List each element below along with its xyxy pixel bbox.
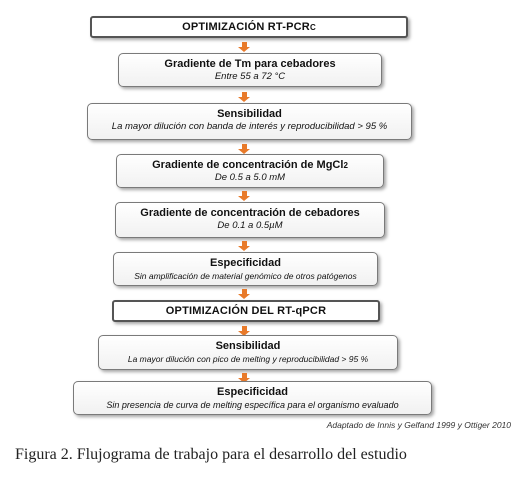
header-1-suffix: C (309, 22, 316, 32)
step-subtitle: De 0.5 a 5.0 mM (214, 172, 286, 183)
header-optimizacion-rt-pcr (90, 16, 408, 38)
step-title: Gradiente de concentración de cebadores (140, 207, 360, 219)
header-1-label: OPTIMIZACIÓN RT-PCR (182, 21, 310, 33)
step-gradiente-mgcl2 (116, 154, 384, 188)
step-subtitle: Sin presencia de curva de melting específica para el organismo evaluado (106, 400, 399, 410)
step-title: Especificidad (210, 257, 281, 269)
step-title: Sensibilidad (217, 108, 282, 120)
figure-caption: Figura 2. Flujograma de trabajo para el desarrollo del estudio (15, 446, 407, 463)
step-title-text: Gradiente de concentración de MgCl (152, 159, 344, 171)
step-title (117, 159, 383, 172)
step-subtitle: Entre 55 a 72 °C (214, 71, 286, 82)
header-2-label: OPTIMIZACIÓN DEL RT-qPCR (165, 305, 327, 317)
step-title-subscript: 2 (343, 161, 348, 170)
step-especificidad-qpcr (73, 381, 432, 415)
step-subtitle: Sin amplificación de material genómico de otros patógenos (134, 271, 357, 281)
step-sensibilidad (87, 103, 412, 140)
step-subtitle: La mayor dilución con banda de interés y reproducibilidad > 95 % (111, 121, 388, 132)
step-title: Especificidad (217, 386, 288, 398)
step-sensibilidad-qpcr (98, 335, 398, 370)
step-especificidad (113, 252, 378, 286)
source-citation: Adaptado de Innis y Gelfand 1999 y Ottiger 2010 (326, 420, 511, 430)
step-gradiente-cebadores (115, 202, 385, 238)
step-gradiente-tm (118, 53, 382, 87)
step-subtitle: De 0.1 a 0.5µM (217, 220, 283, 231)
step-title: Gradiente de Tm para cebadores (164, 58, 336, 70)
step-subtitle: La mayor dilución con pico de melting y reproducibilidad > 95 % (127, 354, 369, 364)
header-optimizacion-rt-qpcr (112, 300, 380, 322)
step-title: Sensibilidad (215, 340, 281, 352)
